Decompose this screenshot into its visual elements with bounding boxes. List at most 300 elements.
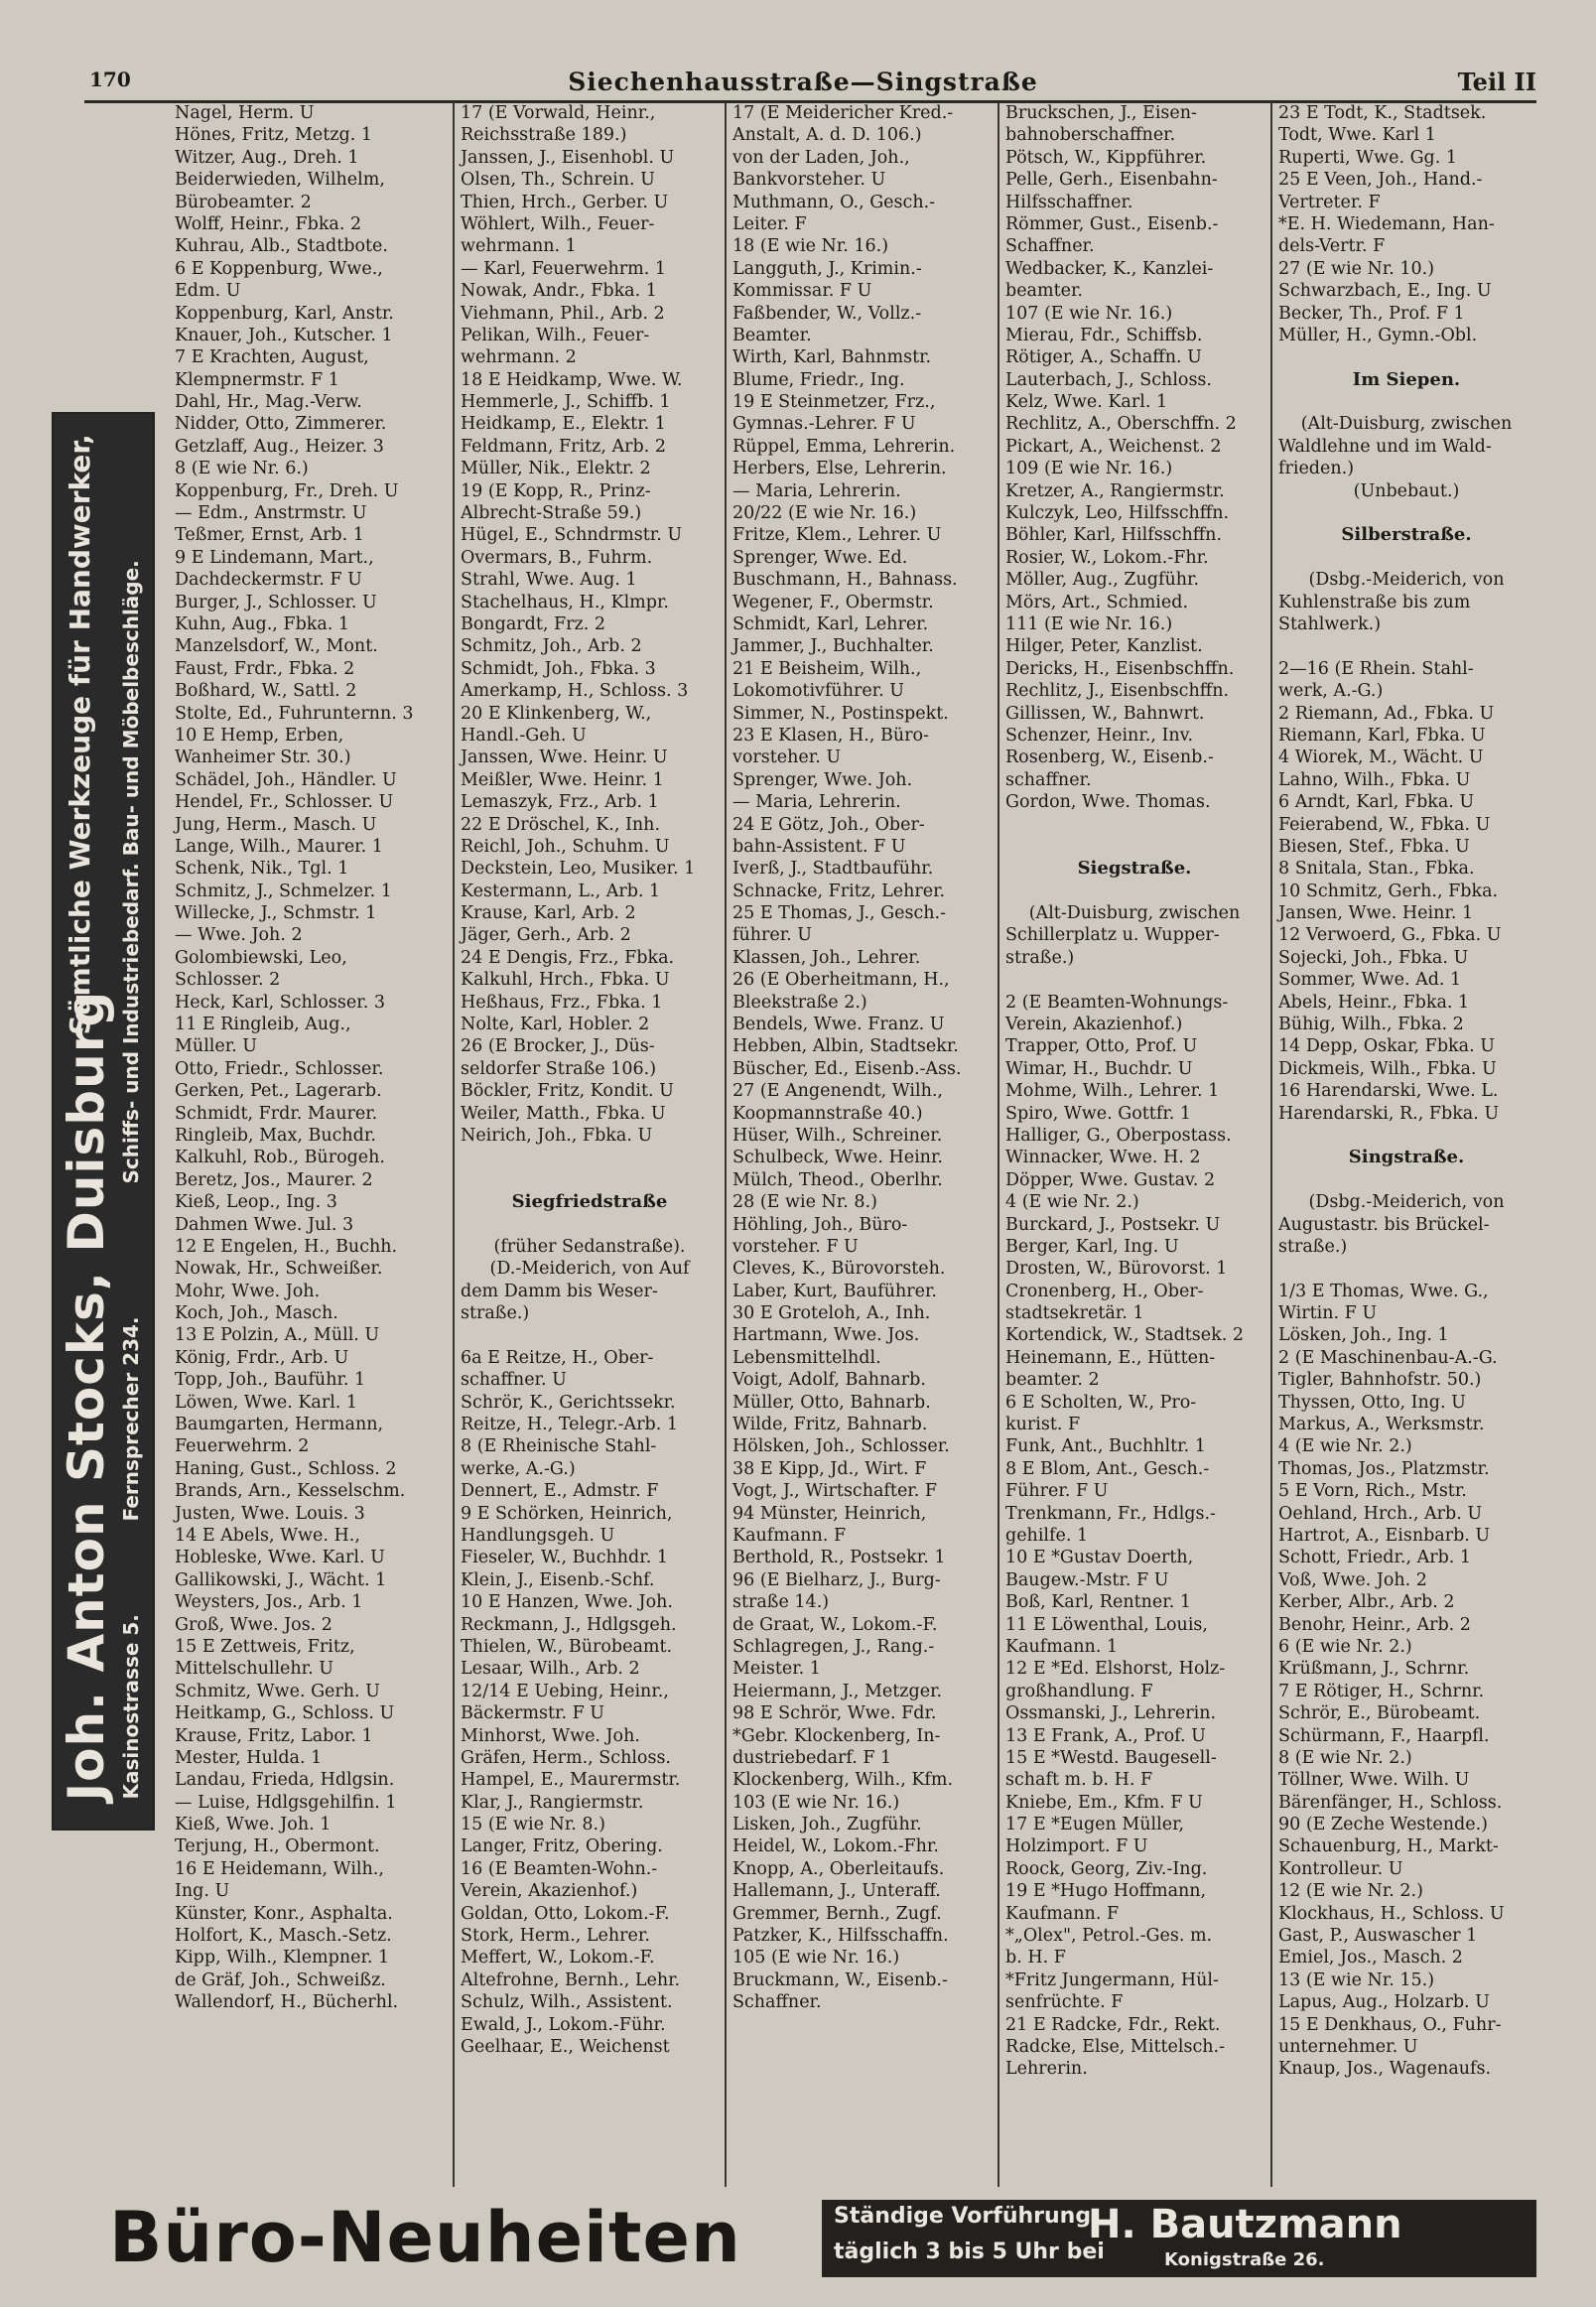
- directory-entry: Dahl, Hr., Mag.-Verw.: [175, 392, 362, 413]
- street-heading: Siegstraße.: [1077, 858, 1192, 880]
- directory-entry: 94 Münster, Heinrich,: [732, 1503, 927, 1524]
- directory-entry: Reichsstraße 189.): [461, 125, 627, 146]
- directory-entry: Stahlwerk.): [1278, 613, 1382, 634]
- directory-entry: Buschmann, H., Bahnass.: [732, 570, 958, 591]
- part-label: Teil II: [1457, 68, 1536, 96]
- directory-entry: Bruckmann, W., Eisenb.-: [732, 1969, 948, 1990]
- directory-entry: Schmitz, J., Schmelzer. 1: [175, 881, 392, 901]
- directory-entry: Halliger, G., Oberpostass.: [1005, 1125, 1232, 1146]
- directory-entry: Faust, Frdr., Fbka. 2: [175, 658, 355, 679]
- directory-entry: Jung, Herm., Masch. U: [175, 814, 377, 835]
- directory-entry: Hartmann, Wwe. Jos.: [732, 1325, 920, 1346]
- directory-entry: Schaffner.: [732, 1992, 822, 2013]
- directory-entry: Feierabend, W., Fbka. U: [1278, 814, 1491, 835]
- directory-entry: Klein, J., Eisenb.-Schf.: [461, 1569, 655, 1590]
- directory-entry: Baugew.-Mstr. F U: [1005, 1569, 1169, 1590]
- directory-entry: Gordon, Wwe. Thomas.: [1005, 792, 1211, 813]
- directory-entry: 6 E Koppenburg, Wwe.,: [175, 258, 383, 279]
- directory-entry: 10 E Hanzen, Wwe. Joh.: [461, 1592, 673, 1613]
- directory-entry: Heidel, W., Lokom.-Fhr.: [732, 1836, 939, 1857]
- spacer: [999, 881, 1269, 902]
- street-description: (Alt-Duisburg, zwischen: [1028, 903, 1241, 924]
- directory-entry: Krause, Fritz, Labor. 1: [175, 1725, 373, 1746]
- directory-entry: führer. U: [732, 925, 813, 946]
- directory-entry: Pickart, A., Weichenst. 2: [1005, 436, 1222, 457]
- directory-entry: 9 E Schörken, Heinrich,: [461, 1503, 673, 1524]
- directory-entry: 7 E Rötiger, H., Schrnr.: [1278, 1681, 1485, 1701]
- ad-hours-text: täglich 3 bis 5 Uhr bei: [834, 2239, 1105, 2264]
- directory-entry: Wanheimer Str. 30.): [175, 747, 351, 768]
- directory-entry: Groß, Wwe. Jos. 2: [175, 1614, 332, 1635]
- directory-entry: Edm. U: [175, 281, 241, 302]
- directory-entry: Witzer, Aug., Dreh. 1: [175, 147, 359, 168]
- directory-entry: 26 (E Brocker, J., Düs-: [461, 1036, 655, 1057]
- directory-entry: Cleves, K., Bürovorsteh.: [732, 1259, 946, 1280]
- directory-entry: Feuerwehrm. 2: [175, 1436, 310, 1457]
- spacer: [1272, 547, 1540, 569]
- directory-entry: Roock, Georg, Ziv.-Ing.: [1005, 1858, 1208, 1879]
- directory-entry: Schmidt, Frdr. Maurer.: [175, 1103, 378, 1124]
- directory-entry: Knaup, Jos., Wagenaufs.: [1278, 2059, 1492, 2080]
- directory-entry: Bärenfänger, H., Schloss.: [1278, 1792, 1503, 1813]
- directory-entry: Höhling, Joh., Büro-: [732, 1214, 908, 1235]
- directory-entry: Töllner, Wwe. Wilh. U: [1278, 1770, 1470, 1791]
- directory-entry: 20 E Klinkenberg, W.,: [461, 703, 652, 724]
- directory-entry: Bendels, Wwe. Franz. U: [732, 1015, 945, 1035]
- directory-entry: Schlagregen, J., Rang.-: [732, 1636, 935, 1657]
- directory-entry: Landau, Frieda, Hdlgsin.: [175, 1770, 395, 1791]
- directory-entry: 17 (E Vorwald, Heinr.,: [461, 103, 656, 123]
- directory-entry: Janssen, J., Eisenhobl. U: [461, 147, 675, 168]
- directory-entry: Böckler, Fritz, Kondit. U: [461, 1081, 674, 1102]
- directory-entry: Hilger, Peter, Kanzlist.: [1005, 636, 1203, 657]
- directory-entry: 6a E Reitze, H., Ober-: [461, 1347, 654, 1368]
- directory-entry: Schenzer, Heinr., Inv.: [1005, 725, 1194, 746]
- directory-entry: 27 (E Angenendt, Wilh.,: [732, 1081, 943, 1102]
- ad-company-name: H. Bautzmann: [1088, 2202, 1402, 2247]
- directory-entry: Mittelschullehr. U: [175, 1659, 333, 1680]
- directory-entry: Verein, Akazienhof.): [1005, 1015, 1183, 1035]
- directory-entry: straße.): [461, 1303, 530, 1324]
- directory-entry: Mierau, Fdr., Schiffsb.: [1005, 325, 1203, 345]
- directory-entry: Künster, Konr., Asphalta.: [175, 1903, 393, 1924]
- directory-entry: 8 (E wie Nr. 2.): [1278, 1747, 1412, 1768]
- directory-entry: 10 E *Gustav Doerth,: [1005, 1548, 1194, 1568]
- directory-entry: Kipp, Wilh., Klempner. 1: [175, 1948, 390, 1968]
- directory-entry: Markus, A., Werksmstr.: [1278, 1415, 1485, 1435]
- directory-entry: Boßhard, W., Sattl. 2: [175, 681, 357, 702]
- spacer: [455, 1324, 725, 1346]
- spacer: [1272, 1169, 1540, 1191]
- directory-entry: Muthmann, O., Gesch.-: [732, 192, 936, 212]
- ad-company-address: Konigstraße 26.: [1164, 2249, 1325, 2270]
- directory-entry: Klar, J., Rangiermstr.: [461, 1792, 644, 1813]
- directory-entry: Radcke, Else, Mittelsch.-: [1005, 2036, 1225, 2057]
- directory-entry: 22 E Dröschel, K., Inh.: [461, 814, 661, 835]
- directory-entry: Beamter.: [732, 325, 812, 345]
- directory-entry: Lisken, Joh., Zugführ.: [732, 1815, 922, 1835]
- directory-entry: Weiler, Matth., Fbka. U: [461, 1103, 666, 1124]
- directory-column-3: [725, 102, 997, 2187]
- directory-entry: 25 E Thomas, J., Gesch.-: [732, 903, 946, 924]
- directory-entry: Tigler, Bahnhofstr. 50.): [1278, 1370, 1482, 1391]
- directory-entry: Burckard, J., Postsekr. U: [1005, 1214, 1221, 1235]
- directory-entry: Wallendorf, H., Bücherhl.: [175, 1992, 399, 2013]
- directory-entry: 13 E Polzin, A., Müll. U: [175, 1325, 380, 1346]
- directory-entry: Sprenger, Wwe. Ed.: [732, 547, 908, 568]
- directory-entry: 12 (E wie Nr. 2.): [1278, 1881, 1423, 1902]
- directory-entry: Ruperti, Wwe. Gg. 1: [1278, 147, 1458, 168]
- directory-entry: Terjung, H., Obermont.: [175, 1836, 380, 1857]
- directory-entry: 17 E *Eugen Müller,: [1005, 1815, 1185, 1835]
- directory-entry: Stolte, Ed., Fuhrunternn. 3: [175, 703, 414, 724]
- directory-entry: 107 (E wie Nr. 16.): [1005, 303, 1173, 324]
- directory-entry: Stork, Herm., Lehrer.: [461, 1926, 650, 1947]
- directory-entry: Kalkuhl, Rob., Bürogeh.: [175, 1148, 385, 1168]
- directory-entry: Wöhlert, Wilh., Feuer-: [461, 213, 655, 234]
- street-heading: Im Siepen.: [1352, 368, 1461, 390]
- directory-entry: Stachelhaus, H., Klmpr.: [461, 592, 669, 612]
- directory-entry: 103 (E wie Nr. 16.): [732, 1792, 900, 1813]
- directory-entry: Müller, Nik., Elektr. 2: [461, 459, 651, 479]
- directory-entry: Nowak, Andr., Fbka. 1: [461, 281, 657, 302]
- directory-entry: Müller. U: [175, 1036, 258, 1057]
- directory-entry: *„Olex", Petrol.-Ges. m.: [1005, 1926, 1213, 1947]
- directory-entry: Rötiger, A., Schaffn. U: [1005, 347, 1202, 368]
- directory-entry: bahn-Assistent. F U: [732, 836, 906, 857]
- page-header: [69, 62, 1536, 101]
- spacer: [1272, 391, 1540, 413]
- directory-entry: 4 (E wie Nr. 2.): [1005, 1192, 1139, 1213]
- directory-entry: 14 Depp, Oskar, Fbka. U: [1278, 1036, 1495, 1057]
- directory-entry: Vogt, J., Wirtschafter. F: [732, 1481, 938, 1502]
- directory-entry: Berthold, R., Postsekr. 1: [732, 1548, 946, 1568]
- directory-entry: Trapper, Otto, Prof. U: [1005, 1036, 1198, 1057]
- directory-entry: 28 (E wie Nr. 8.): [732, 1192, 877, 1213]
- directory-entry: — Edm., Anstrmstr. U: [175, 503, 367, 524]
- directory-entry: schaffner. U: [461, 1370, 567, 1391]
- advertisement-stocks: [52, 412, 155, 1831]
- directory-entry: — Maria, Lehrerin.: [732, 480, 901, 501]
- directory-entry: Wirth, Karl, Bahnmstr.: [732, 347, 932, 368]
- directory-entry: Langguth, J., Krimin.-: [732, 258, 922, 279]
- directory-entry: Heßhaus, Frz., Fbka. 1: [461, 992, 663, 1013]
- directory-entry: 2 (E Beamten-Wohnungs-: [1005, 992, 1229, 1013]
- directory-entry: Kestermann, L., Arb. 1: [461, 881, 661, 901]
- directory-entry: 105 (E wie Nr. 16.): [732, 1948, 900, 1968]
- directory-entry: Brands, Arn., Kesselschm.: [175, 1481, 406, 1502]
- directory-entry: Thyssen, Otto, Ing. U: [1278, 1392, 1466, 1413]
- directory-entry: Otto, Friedr., Schlosser.: [175, 1058, 384, 1079]
- directory-entry: beamter.: [1005, 281, 1083, 302]
- directory-entry: Olsen, Th., Schrein. U: [461, 170, 655, 191]
- directory-entry: 38 E Kipp, Jd., Wirt. F: [732, 1458, 927, 1479]
- directory-entry: Kalkuhl, Hrch., Fbka. U: [461, 970, 670, 991]
- directory-columns: [169, 102, 1538, 2187]
- directory-entry: Kuhlenstraße bis zum: [1278, 592, 1471, 612]
- directory-entry: 11 E Löwenthal, Louis,: [1005, 1614, 1208, 1635]
- directory-entry: 8 (E wie Nr. 6.): [175, 459, 309, 479]
- street-heading: Siegfriedstraße: [511, 1191, 668, 1213]
- directory-entry: Boß, Karl, Rentner. 1: [1005, 1592, 1191, 1613]
- directory-entry: Römmer, Gust., Eisenb.-: [1005, 213, 1219, 234]
- directory-entry: Anstalt, A. d. D. 106.): [732, 125, 922, 146]
- directory-entry: Handlungsgeh. U: [461, 1526, 615, 1546]
- directory-entry: Spiro, Wwe. Gottfr. 1: [1005, 1103, 1192, 1124]
- directory-entry: Dennert, E., Admstr. F: [461, 1481, 659, 1502]
- spacer: [999, 814, 1269, 836]
- directory-entry: Cronenberg, H., Ober-: [1005, 1281, 1204, 1301]
- directory-entry: Thien, Hrch., Gerber. U: [461, 192, 669, 212]
- directory-entry: Heinemann, E., Hütten-: [1005, 1347, 1216, 1368]
- directory-entry: 16 Harendarski, Wwe. L.: [1278, 1081, 1499, 1102]
- directory-entry: Ewald, J., Lokom.-Führ.: [461, 2014, 666, 2035]
- directory-entry: 12/14 E Uebing, Heinr.,: [461, 1681, 669, 1701]
- directory-entry: Hügel, E., Schndrmstr. U: [461, 525, 683, 546]
- directory-entry: Schmidt, Joh., Fbka. 3: [461, 658, 656, 679]
- directory-entry: Nagel, Herm. U: [175, 103, 315, 123]
- directory-entry: Bruckschen, J., Eisen-: [1005, 103, 1197, 123]
- directory-entry: Albrecht-Straße 59.): [461, 503, 642, 524]
- directory-entry: Schillerplatz u. Wupper-: [1005, 925, 1220, 946]
- directory-entry: Nowak, Hr., Schweißer.: [175, 1259, 383, 1280]
- directory-entry: 18 (E wie Nr. 16.): [732, 236, 889, 257]
- directory-entry: Döpper, Wwe. Gustav. 2: [1005, 1169, 1216, 1190]
- directory-entry: werke, A.-G.): [461, 1458, 576, 1479]
- directory-entry: dels-Vertr. F: [1278, 236, 1386, 257]
- directory-entry: — Karl, Feuerwehrm. 1: [461, 258, 667, 279]
- directory-entry: Mülch, Theod., Oberlhr.: [732, 1169, 943, 1190]
- directory-entry: Handl.-Geh. U: [461, 725, 587, 746]
- spacer: [1272, 1125, 1540, 1147]
- directory-entry: Müller, Otto, Bahnarb.: [732, 1392, 931, 1413]
- directory-entry: Koppenburg, Karl, Anstr.: [175, 303, 394, 324]
- advertisement-bautzmann: [109, 2196, 1538, 2281]
- directory-entry: Müller, H., Gymn.-Obl.: [1278, 325, 1478, 345]
- directory-entry: Krause, Karl, Arb. 2: [461, 903, 636, 924]
- directory-entry: Fieseler, W., Buchhdr. 1: [461, 1548, 668, 1568]
- directory-entry: Schwarzbach, E., Ing. U: [1278, 281, 1492, 302]
- directory-column-1: [169, 102, 449, 2187]
- directory-entry: Hobleske, Wwe. Karl. U: [175, 1548, 385, 1568]
- directory-entry: Reckmann, J., Hdlgsgeh.: [461, 1614, 677, 1635]
- directory-entry: Bankvorsteher. U: [732, 170, 886, 191]
- directory-entry: Lapus, Aug., Holzarb. U: [1278, 1992, 1490, 2013]
- directory-entry: Dickmeis, Wilh., Fbka. U: [1278, 1058, 1497, 1079]
- directory-entry: 24 E Götz, Joh., Ober-: [732, 814, 925, 835]
- directory-entry: bahnoberschaffner.: [1005, 125, 1176, 146]
- directory-entry: Schauenburg, H., Markt-: [1278, 1836, 1499, 1857]
- directory-entry: Sommer, Wwe. Ad. 1: [1278, 970, 1462, 991]
- spacer: [1272, 635, 1540, 657]
- directory-entry: Willecke, J., Schmstr. 1: [175, 903, 377, 924]
- directory-entry: Nolte, Karl, Hobler. 2: [461, 1015, 650, 1035]
- directory-entry: 13 E Frank, A., Prof. U: [1005, 1725, 1206, 1746]
- directory-entry: Schmitz, Wwe. Gerh. U: [175, 1681, 380, 1701]
- ad-showroom-text: Ständige Vorführung: [834, 2204, 1092, 2229]
- directory-entry: Beiderwieden, Wilhelm,: [175, 170, 385, 191]
- directory-entry: Blume, Friedr., Ing.: [732, 369, 905, 390]
- directory-entry: Biesen, Stef., Fbka. U: [1278, 836, 1470, 857]
- directory-entry: 9 E Lindemann, Mart.,: [175, 547, 374, 568]
- directory-entry: Kieß, Leop., Ing. 3: [175, 1192, 337, 1213]
- directory-entry: 25 E Veen, Joh., Hand.-: [1278, 170, 1483, 191]
- directory-entry: 10 Schmitz, Gerh., Fbka.: [1278, 881, 1499, 901]
- directory-entry: Wirtin. F U: [1278, 1303, 1378, 1324]
- directory-entry: 8 (E Rheinische Stahl-: [461, 1436, 657, 1457]
- directory-entry: 21 E Radcke, Fdr., Rekt.: [1005, 2014, 1221, 2035]
- directory-entry: Lebensmittelhdl.: [732, 1347, 881, 1368]
- directory-entry: Kaufmann. F: [732, 1526, 847, 1546]
- directory-entry: *Fritz Jungermann, Hül-: [1005, 1969, 1219, 1990]
- directory-entry: Gerken, Pet., Lagerarb.: [175, 1081, 382, 1102]
- directory-entry: Klempnermstr. F 1: [175, 369, 339, 390]
- directory-entry: Wilde, Fritz, Bahnarb.: [732, 1415, 928, 1435]
- directory-entry: Patzker, K., Hilfsschaffn.: [732, 1926, 949, 1947]
- directory-entry: Janssen, Wwe. Heinr. U: [461, 747, 668, 768]
- directory-entry: Sprenger, Wwe. Joh.: [732, 769, 913, 790]
- directory-entry: Gallikowski, J., Wächt. 1: [175, 1569, 387, 1590]
- directory-entry: Laber, Kurt, Bauführer.: [732, 1281, 937, 1301]
- directory-entry: Kulczyk, Leo, Hilfsschffn.: [1005, 503, 1230, 524]
- directory-entry: Gast, P., Auswascher 1: [1278, 1926, 1478, 1947]
- directory-entry: Führer. F U: [1005, 1481, 1109, 1502]
- directory-entry: 30 E Groteloh, A., Inh.: [732, 1303, 931, 1324]
- directory-entry: Haning, Gust., Schloss. 2: [175, 1458, 397, 1479]
- directory-entry: Wolff, Heinr., Fbka. 2: [175, 213, 362, 234]
- directory-entry: Reitze, H., Telegr.-Arb. 1: [461, 1415, 679, 1435]
- spacer: [999, 836, 1269, 858]
- directory-entry: Minhorst, Wwe. Joh.: [461, 1725, 640, 1746]
- directory-entry: Lemaszyk, Frz., Arb. 1: [461, 792, 659, 813]
- directory-entry: dustriebedarf. F 1: [732, 1747, 892, 1768]
- directory-entry: Geelhaar, E., Weichenst: [461, 2036, 670, 2057]
- spacer: [455, 1214, 725, 1236]
- directory-entry: Schädel, Joh., Händler. U: [175, 769, 397, 790]
- directory-entry: Dachdeckermstr. F U: [175, 570, 362, 591]
- directory-entry: 98 E Schrör, Wwe. Fdr.: [732, 1703, 937, 1724]
- directory-entry: Wedbacker, K., Kanzlei-: [1005, 258, 1214, 279]
- directory-entry: — Maria, Lehrerin.: [732, 792, 901, 813]
- directory-entry: Gymnas.-Lehrer. F U: [732, 414, 916, 435]
- directory-entry: 19 (E Kopp, R., Prinz-: [461, 480, 651, 501]
- directory-entry: Bürobeamter. 2: [175, 192, 312, 212]
- directory-entry: Baumgarten, Hermann,: [175, 1415, 384, 1435]
- directory-entry: Jäger, Gerh., Arb. 2: [461, 925, 631, 946]
- directory-entry: 15 E *Westd. Baugesell-: [1005, 1747, 1217, 1768]
- directory-entry: Hilfsschaffner.: [1005, 192, 1133, 212]
- directory-entry: 16 E Heidemann, Wilh.,: [175, 1858, 384, 1879]
- directory-column-2: [453, 102, 725, 2187]
- directory-entry: Winnacker, Wwe. H. 2: [1005, 1148, 1201, 1168]
- directory-entry: 27 (E wie Nr. 10.): [1278, 258, 1435, 279]
- directory-entry: großhandlung. F: [1005, 1681, 1153, 1701]
- directory-entry: König, Frdr., Arb. U: [175, 1347, 349, 1368]
- directory-entry: Kretzer, A., Rangiermstr.: [1005, 480, 1225, 501]
- directory-entry: Bühig, Wilh., Fbka. 2: [1278, 1015, 1464, 1035]
- directory-entry: straße.): [1005, 947, 1075, 968]
- directory-entry: 15 E Denkhaus, O., Fuhr-: [1278, 2014, 1502, 2035]
- directory-entry: Getzlaff, Aug., Heizer. 3: [175, 436, 384, 457]
- directory-entry: Abels, Heinr., Fbka. 1: [1278, 992, 1470, 1013]
- directory-entry: Schlosser. 2: [175, 970, 281, 991]
- directory-entry: Schmidt, Karl, Lehrer.: [732, 613, 929, 634]
- directory-entry: 12 E *Ed. Elshorst, Holz-: [1005, 1659, 1226, 1680]
- directory-entry: Beretz, Jos., Maurer. 2: [175, 1169, 373, 1190]
- directory-entry: Thomas, Jos., Platzmstr.: [1278, 1458, 1490, 1479]
- directory-entry: Kniebe, Em., Kfm. F U: [1005, 1792, 1203, 1813]
- directory-entry: Möller, Aug., Zugführ.: [1005, 570, 1200, 591]
- directory-entry: Topp, Joh., Bauführ. 1: [175, 1370, 366, 1391]
- street-description: (früher Sedanstraße).: [493, 1236, 686, 1257]
- directory-entry: Mörs, Art., Schmied.: [1005, 592, 1189, 612]
- directory-entry: b. H. F: [1005, 1948, 1066, 1968]
- directory-entry: Voigt, Adolf, Bahnarb.: [732, 1370, 926, 1391]
- directory-entry: Klockhaus, H., Schloss. U: [1278, 1903, 1505, 1924]
- directory-entry: Jammer, J., Buchhalter.: [732, 636, 934, 657]
- directory-entry: Meister. 1: [732, 1659, 821, 1680]
- directory-entry: 6 E Scholten, W., Pro-: [1005, 1392, 1197, 1413]
- directory-entry: Burger, J., Schlosser. U: [175, 592, 377, 612]
- directory-entry: Klockenberg, Wilh., Kfm.: [732, 1770, 954, 1791]
- directory-entry: *Gebr. Klockenberg, In-: [732, 1725, 941, 1746]
- directory-column-4: [998, 102, 1269, 2187]
- directory-entry: Hampel, E., Maurermstr.: [461, 1770, 681, 1791]
- directory-entry: Jansen, Wwe. Heinr. 1: [1278, 903, 1474, 924]
- directory-entry: Bleekstraße 2.): [732, 992, 867, 1013]
- directory-entry: Thielen, W., Bürobeamt.: [461, 1636, 673, 1657]
- directory-entry: Reichl, Joh., Schuhm. U: [461, 836, 670, 857]
- directory-entry: 18 E Heidkamp, Wwe. W.: [461, 369, 683, 390]
- directory-entry: Löwen, Wwe. Karl. 1: [175, 1392, 358, 1413]
- directory-entry: 6 Arndt, Karl, Fbka. U: [1278, 792, 1475, 813]
- directory-entry: Hendel, Fr., Schlosser. U: [175, 792, 394, 813]
- directory-entry: 13 (E wie Nr. 15.): [1278, 1969, 1435, 1990]
- directory-entry: Golombiewski, Leo,: [175, 947, 347, 968]
- directory-entry: Dahmen Wwe. Jul. 3: [175, 1214, 354, 1235]
- directory-entry: Lösken, Joh., Ing. 1: [1278, 1325, 1449, 1346]
- directory-entry: Kelz, Wwe. Karl. 1: [1005, 392, 1168, 413]
- directory-entry: Heitkamp, G., Schloss. U: [175, 1703, 395, 1724]
- directory-entry: Lokomotivführer. U: [732, 681, 905, 702]
- directory-entry: vorsteher. U: [732, 747, 842, 768]
- directory-entry: Rosier, W., Lokom.-Fhr.: [1005, 547, 1209, 568]
- directory-entry: Ringleib, Max, Buchdr.: [175, 1125, 376, 1146]
- directory-entry: de Gräf, Joh., Schweißz.: [175, 1969, 386, 1990]
- directory-entry: kurist. F: [1005, 1415, 1081, 1435]
- directory-entry: Pelle, Gerh., Eisenbahn-: [1005, 170, 1218, 191]
- directory-entry: 12 E Engelen, H., Buchh.: [175, 1236, 398, 1257]
- street-description: (Dsbg.-Meiderich, von: [1308, 1192, 1505, 1213]
- directory-entry: Bongardt, Frz. 2: [461, 613, 606, 634]
- directory-entry: Heck, Karl, Schlosser. 3: [175, 992, 385, 1013]
- directory-entry: Rechlitz, J., Eisenbschffn.: [1005, 681, 1230, 702]
- directory-entry: werk, A.-G.): [1278, 681, 1384, 702]
- directory-entry: 14 E Abels, Wwe. H.,: [175, 1526, 360, 1546]
- directory-entry: Büscher, Ed., Eisenb.-Ass.: [732, 1058, 962, 1079]
- directory-entry: de Graat, W., Lokom.-F.: [732, 1614, 938, 1635]
- directory-entry: Kuhrau, Alb., Stadtbote.: [175, 236, 388, 257]
- directory-entry: Becker, Th., Prof. F 1: [1278, 303, 1465, 324]
- directory-entry: Feldmann, Fritz, Arb. 2: [461, 436, 666, 457]
- directory-entry: Kuhn, Aug., Fbka. 1: [175, 613, 350, 634]
- directory-entry: Mester, Hulda. 1: [175, 1747, 323, 1768]
- directory-entry: 5 E Vorn, Rich., Mstr.: [1278, 1481, 1467, 1502]
- directory-entry: Berger, Karl, Ing. U: [1005, 1236, 1179, 1257]
- directory-entry: Overmars, B., Fuhrm.: [461, 547, 653, 568]
- directory-entry: Rechlitz, A., Oberschffn. 2: [1005, 414, 1237, 435]
- directory-entry: schaffner.: [1005, 769, 1092, 790]
